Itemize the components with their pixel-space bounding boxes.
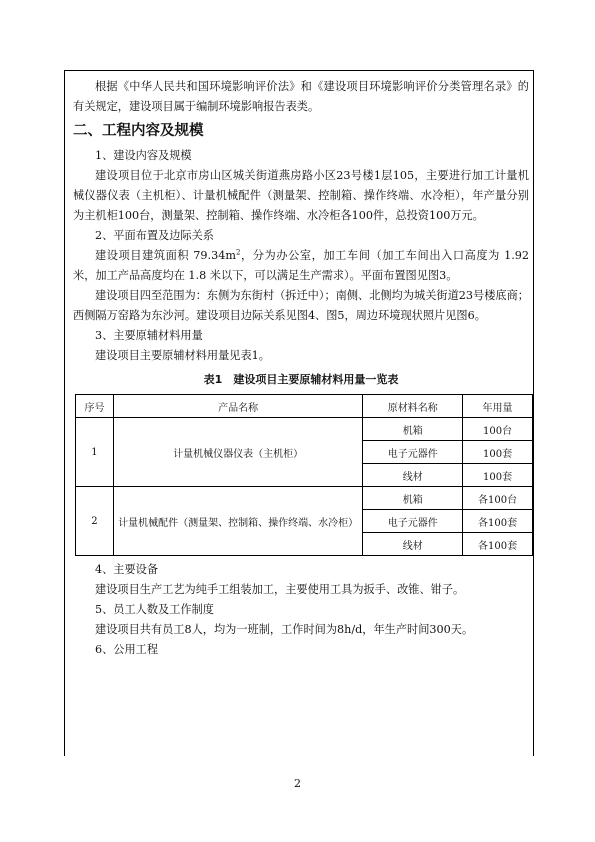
paragraph-6: 建设项目共有员工8人，均为一班制，工作时间为8h/d，年生产时间300天。 [95, 623, 474, 636]
superscript: 2 [235, 248, 241, 257]
table-cell-product: 计量机械仪器仪表（主机柜） [113, 418, 362, 487]
table-cell-material: 机箱 [363, 487, 463, 510]
table-cell-no: 1 [76, 418, 114, 487]
table-cell-no: 2 [76, 487, 114, 556]
table-row [76, 487, 533, 510]
table-cell-amount: 100套 [463, 464, 533, 487]
subheading-4: 4、主要设备 [95, 563, 159, 576]
subheading-1: 1、建设内容及规模 [95, 149, 192, 162]
table-header-row [76, 395, 533, 418]
page-number: 2 [294, 777, 301, 790]
document-body [73, 77, 529, 660]
header-cell: 产品名称 [113, 395, 362, 418]
header-cell: 序号 [76, 395, 114, 418]
table-cell-amount: 各100套 [463, 510, 533, 533]
paragraph-2 [73, 246, 529, 286]
table-row [76, 418, 533, 441]
paragraph-4: 建设项目主要原辅材料用量见表1。 [95, 349, 270, 362]
table-caption: 表1 建设项目主要原辅材料用量一览表 [203, 373, 399, 386]
table-cell-product: 计量机械配件（测量架、控制箱、操作终端、水冷柜） [113, 487, 362, 556]
table-cell-amount: 100台 [463, 418, 533, 441]
subheading-2: 2、平面布置及边际关系 [95, 229, 214, 242]
paragraph-5: 建设项目生产工艺为纯手工组装加工，主要使用工具为扳手、改锥、钳子。 [95, 583, 465, 596]
paragraph-2-part-b: ，分为办公室，加工车间（加工车间出入口高度为 1.92 米，加工产品高度均在 1.8 米以下，可以满足生产需求）。平面布置图见图3。 [73, 249, 530, 282]
page-frame [64, 70, 534, 756]
table-cell-material: 机箱 [363, 418, 463, 441]
table-cell-amount: 100套 [463, 441, 533, 464]
paragraph-1: 建设项目位于北京市房山区城关街道燕房路小区23号楼1层105，主要进行加工计量机械仪器仪表（主机柜）、计量机械配件（测量架、控制箱、操作终端、水冷柜），年产量分别为主机柜100台，测量架、控制箱、操作终端、水冷柜各100件，总投资100万元。 [73, 169, 529, 222]
header-cell: 年用量 [463, 395, 533, 418]
subheading-3: 3、主要原辅材料用量 [95, 329, 203, 342]
table-cell-amount: 各100台 [463, 487, 533, 510]
paragraph-2-part-a: 建设项目建筑面积 79.34m [95, 249, 236, 262]
table-cell-material: 电子元器件 [363, 441, 463, 464]
subheading-5: 5、员工人数及工作制度 [95, 603, 214, 616]
table-cell-amount: 各100套 [463, 533, 533, 556]
header-cell: 原材料名称 [363, 395, 463, 418]
intro-paragraph: 根据《中华人民共和国环境影响评价法》和《建设项目环境影响评价分类管理名录》的有关规定，建设项目属于编制环境影响报告表类。 [73, 80, 529, 113]
paragraph-3: 建设项目四至范围为：东侧为东街村（拆迁中）；南侧、北侧均为城关街道23号楼底商；西侧隔万窑路为东沙河。建设项目边际关系见图4、图5，周边环境现状照片见图6。 [73, 289, 529, 322]
table-cell-material: 电子元器件 [363, 510, 463, 533]
table-cell-material: 线材 [363, 464, 463, 487]
section-heading: 二、工程内容及规模 [73, 123, 204, 139]
table-cell-material: 线材 [363, 533, 463, 556]
subheading-6: 6、公用工程 [95, 643, 159, 656]
materials-table [75, 394, 533, 556]
